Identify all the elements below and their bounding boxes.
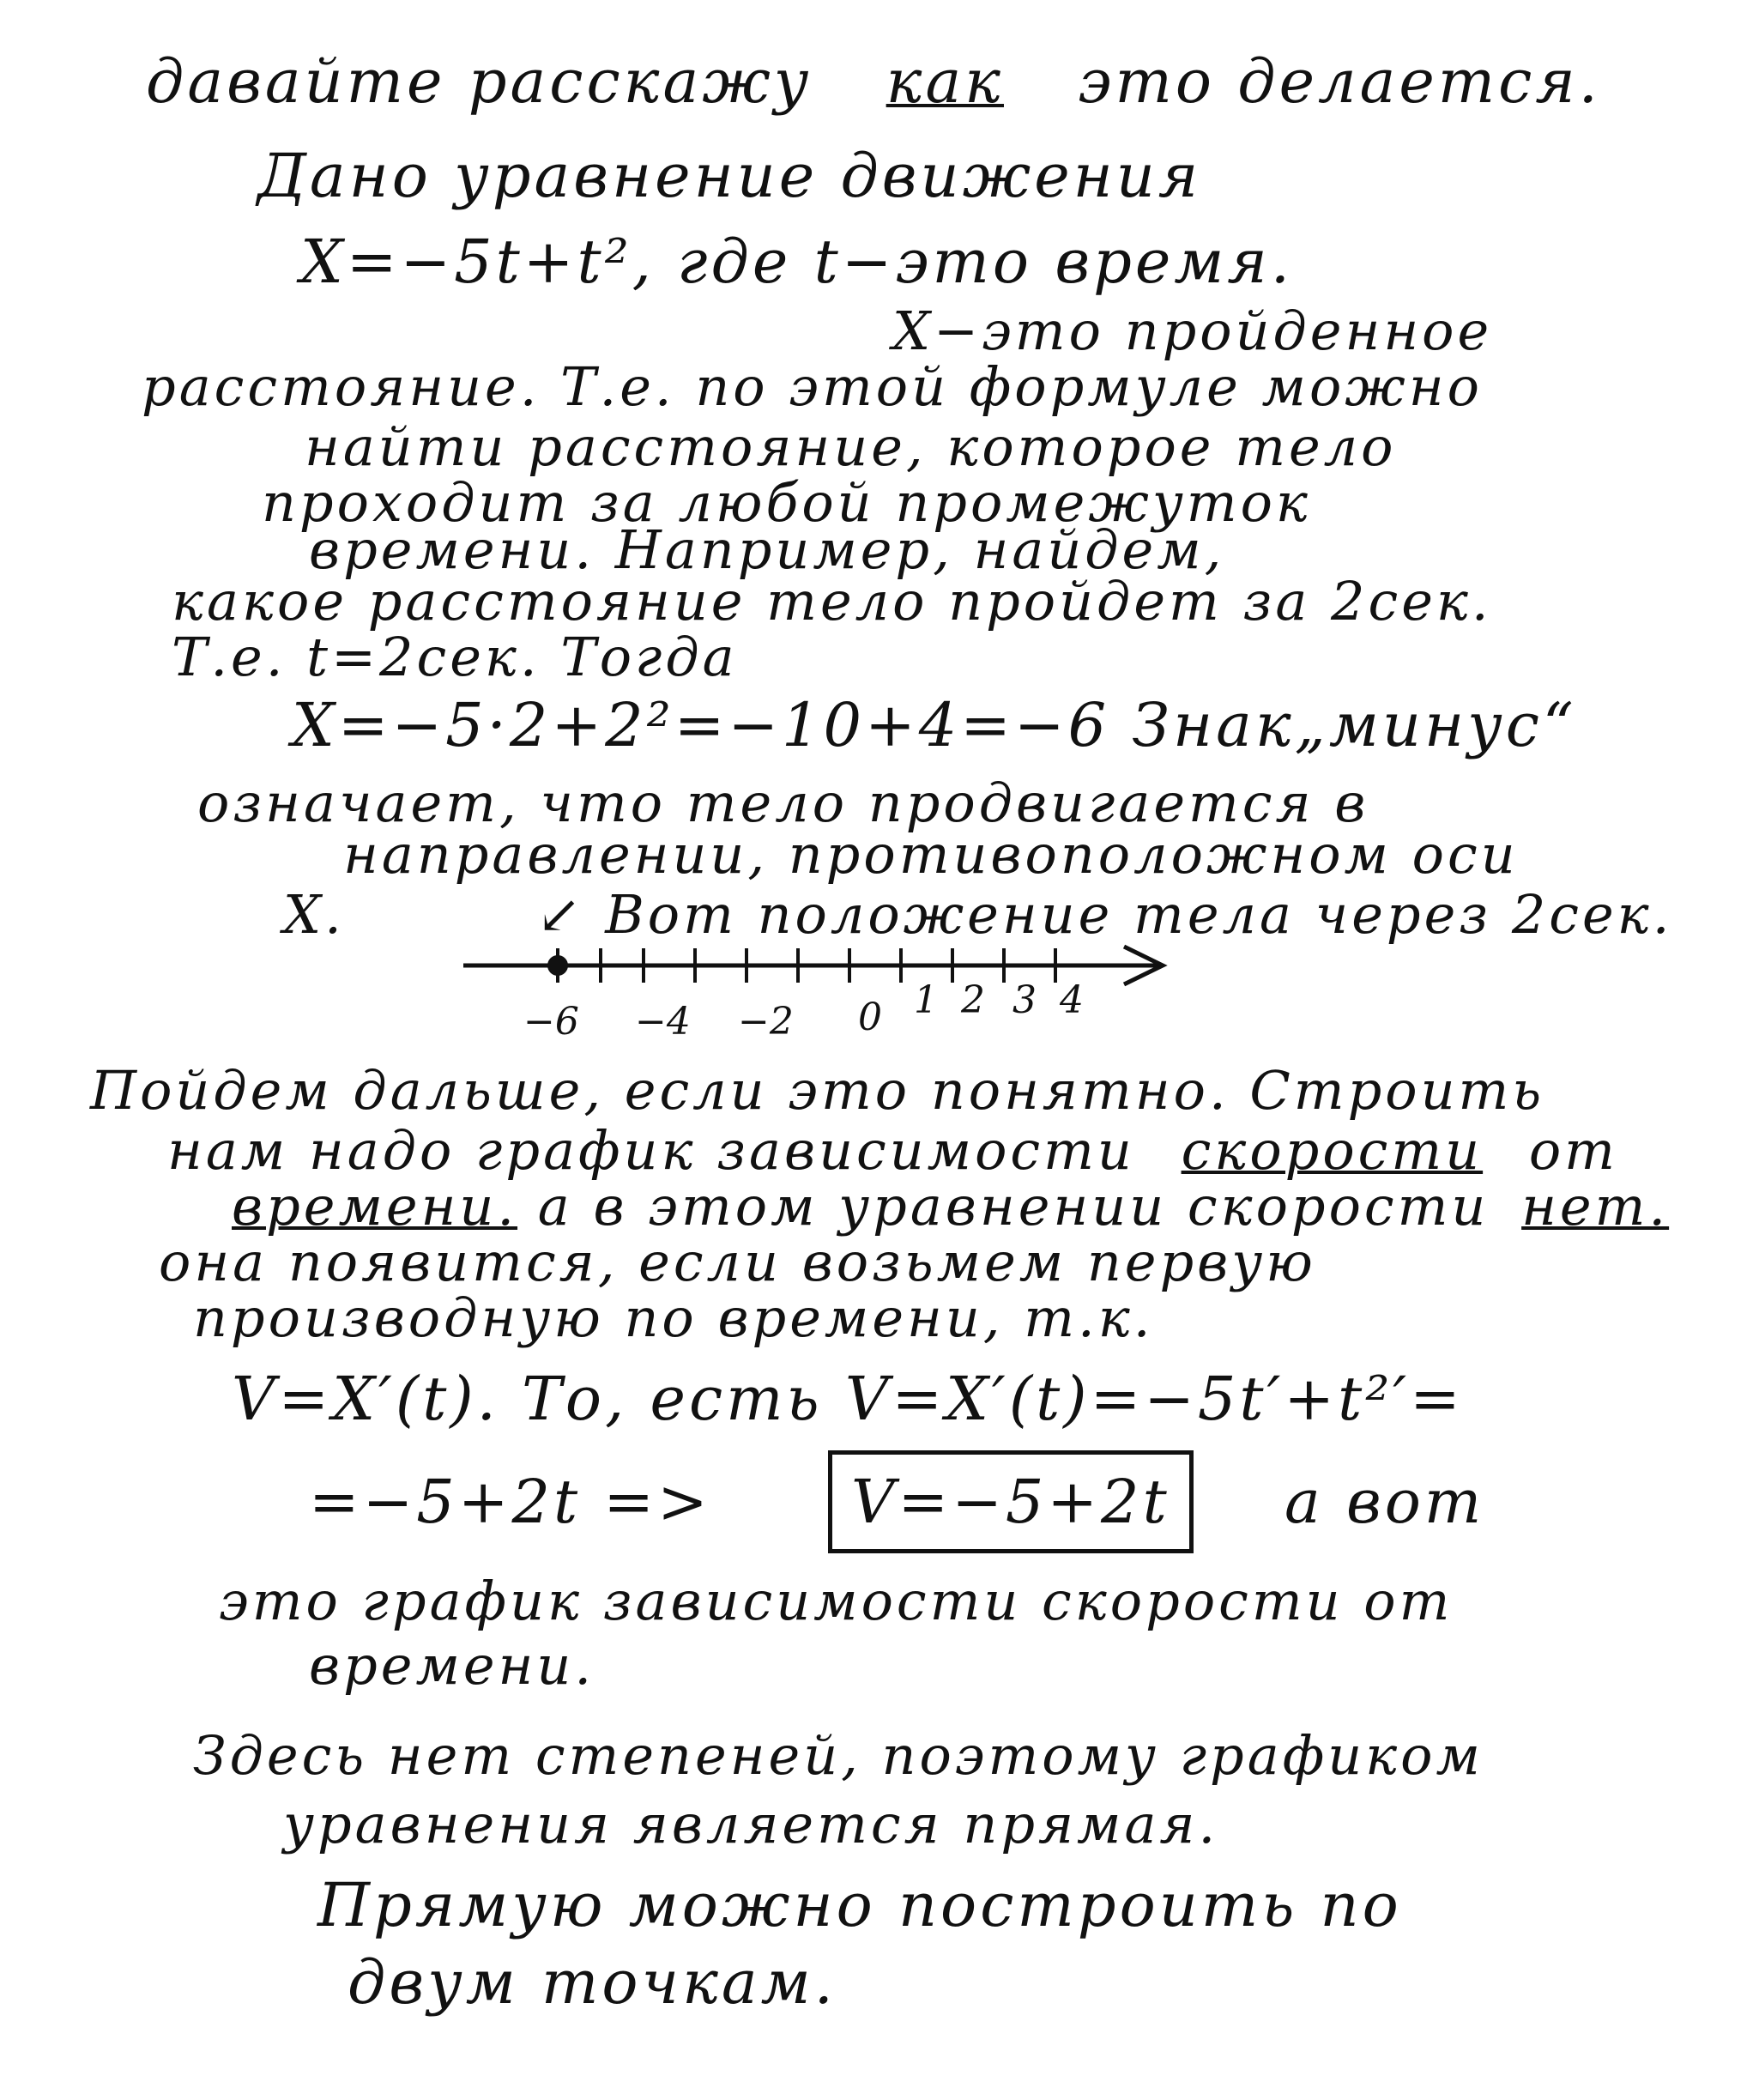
line-given-equation: Дано уравнение движения xyxy=(257,141,1202,211)
line-22: это график зависимости скорости от xyxy=(219,1570,1454,1632)
underlined-speed: скорости xyxy=(1181,1119,1484,1182)
line-5: расстояние. Т.е. по этой формуле можно xyxy=(142,355,1483,418)
line-intro xyxy=(146,46,1601,117)
line-25: уравнения является прямая. xyxy=(283,1793,1219,1855)
axis-x-letter: X. xyxy=(283,883,345,946)
tick-label: −2 xyxy=(738,1000,794,1044)
underlined-no: нет. xyxy=(1521,1175,1670,1238)
line-17 xyxy=(232,1175,1670,1238)
line-8: времени. Например, найдем, xyxy=(309,518,1225,581)
line-13: направлении, противоположном оси xyxy=(343,823,1519,886)
intro-underlined-word: как xyxy=(886,46,1004,117)
line-19: производную по времени, т.к. xyxy=(193,1286,1154,1349)
equation-of-motion: X=−5t+t², где t−это время. xyxy=(300,227,1293,297)
position-note: ↙ Вот положение тела через 2сек. xyxy=(536,883,1673,946)
body-position-point xyxy=(547,955,568,976)
derivative-line: V=X′(t). То, есть V=X′(t)=−5t′+t²′= xyxy=(232,1364,1464,1434)
tick-label: 2 xyxy=(961,978,985,1022)
tick-label: −4 xyxy=(635,1000,691,1044)
line-23: времени. xyxy=(309,1634,595,1697)
line-15: Пойдем дальше, если это понятно. Строить xyxy=(90,1059,1545,1122)
line-x-definition: X−это пройденное xyxy=(892,300,1493,362)
line-7: проходит за любой промежуток xyxy=(262,471,1311,534)
line-17-text: а в этом уравнении скорости xyxy=(537,1175,1490,1238)
tick-label: 1 xyxy=(914,978,938,1022)
calculation-line: X=−5·2+2²=−10+4=−6 Знак„минус“ xyxy=(292,690,1577,760)
line-16-text: нам надо график зависимости xyxy=(167,1119,1135,1182)
line-24: Здесь нет степеней, поэтому графиком xyxy=(193,1724,1484,1787)
line-16 xyxy=(167,1119,1618,1182)
line-27: двум точкам. xyxy=(348,1947,837,2018)
line-6: найти расстояние, которое тело xyxy=(305,415,1397,478)
underlined-time: времени. xyxy=(232,1175,518,1238)
tick-label: 3 xyxy=(1012,978,1037,1022)
tick-label: 0 xyxy=(858,996,882,1039)
line-16-end: от xyxy=(1528,1119,1618,1182)
boxed-velocity-formula: V=−5+2t xyxy=(828,1450,1194,1553)
result-derivation: =−5+2t => xyxy=(309,1467,711,1537)
line-9: какое расстояние тело пройдет за 2сек. xyxy=(172,570,1492,632)
intro-text-end: это делается. xyxy=(1078,46,1601,117)
line-26: Прямую можно построить по xyxy=(317,1870,1402,1940)
intro-text: давайте расскажу xyxy=(146,46,813,117)
line-10: Т.е. t=2сек. Тогда xyxy=(172,626,738,688)
number-line xyxy=(446,914,1236,1051)
tick-label: −6 xyxy=(523,1000,579,1044)
result-tail: а вот xyxy=(1284,1467,1485,1537)
line-18: она появится, если возьмем первую xyxy=(159,1231,1316,1293)
tick-label: 4 xyxy=(1060,978,1084,1022)
result-line xyxy=(309,1467,1485,1537)
line-12: означает, что тело продвигается в xyxy=(197,772,1369,834)
